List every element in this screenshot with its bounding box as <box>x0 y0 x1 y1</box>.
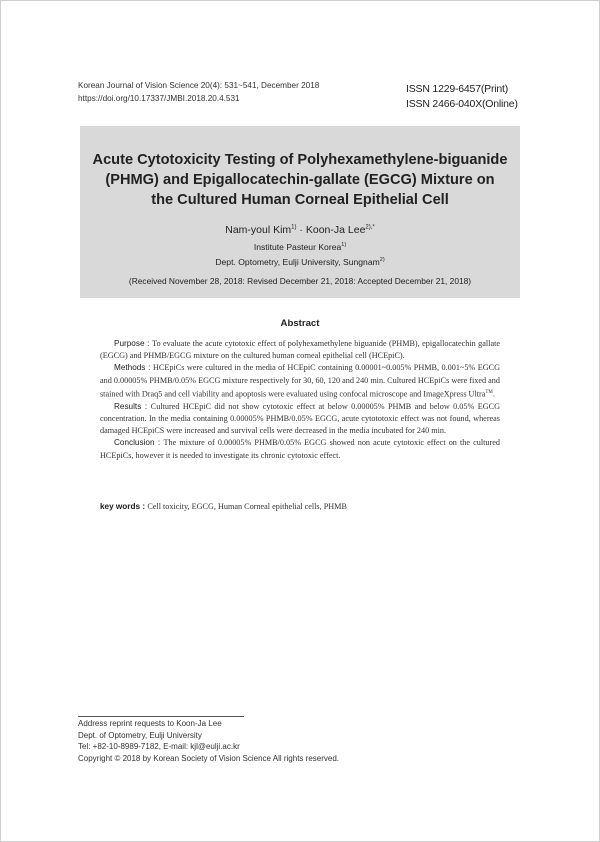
abstract-purpose <box>100 338 500 362</box>
trademark-mark: TM <box>485 389 493 395</box>
abstract-results <box>100 401 500 438</box>
issn-block <box>406 82 518 112</box>
author-name: Koon-Ja Lee <box>305 224 366 236</box>
methods-label: Methods : <box>114 363 154 373</box>
title-line: Acute Cytotoxicity Testing of Polyhexamethylene-biguanide <box>92 152 508 168</box>
footnote-line: Copyright © 2018 by Korean Society of Vision Science All rights reserved. <box>78 754 339 764</box>
abstract-methods <box>100 362 500 400</box>
keywords-label: key words : <box>100 502 148 511</box>
affiliation-name: Dept. Optometry, Eulji University, Sungnam <box>215 257 380 267</box>
footnotes <box>78 718 339 765</box>
conclusion-text: The mixture of 0.00005% PHMB/0.05% EGCG showed non acute cytotoxic effect on the cultured HCEpiCs, however it is needed to investigate its chronic cytotoxic effect. <box>100 438 500 460</box>
results-text: Cultured HCEpiC did not show cytotoxic effect at below 0.00005% PHMB and below 0.05% EGCG concentration. In the media containing 0.00005% PHMB/0.05% EGCG, acute cytototoxic effect was not found, whereas damaged HCEpiCS were increased and survival cells were decreased in the media incubated for 240 min. <box>100 401 500 436</box>
affiliation-mark: 2) <box>379 257 385 264</box>
author-list <box>80 224 520 236</box>
author-name: Nam-youl Kim <box>225 224 292 236</box>
issn-print: ISSN 1229-6457(Print) <box>406 83 509 95</box>
methods-text: HCEpiCs were cultured in the media of HCEpiC containing 0.00001~0.005% PHMB, 0.001~5% EGCG and 0.00005% PHMB/0.05% EGCG mixture respectively for 30, 60, 120 and 240 min. Cultured HCEpiCs were fixed and stained with Draq5 and cell viability and apoptosis were evaluated using confocal microscope and ImageXpress Ultra <box>100 363 500 399</box>
results-label: Results : <box>114 401 151 411</box>
issn-online: ISSN 2466-040X(Online) <box>406 98 518 110</box>
journal-citation: Korean Journal of Vision Science 20(4): 531~541, December 2018 <box>78 81 320 90</box>
journal-info <box>78 80 319 105</box>
footnote-line: Dept. of Optometry, Eulji University <box>78 730 202 740</box>
keywords-text: Cell toxicity, EGCG, Human Corneal epithelial cells, PHMB <box>147 502 347 511</box>
conclusion-label: Conclusion : <box>114 438 164 448</box>
purpose-text: To evaluate the acute cytotoxic effect of polyhexamethylene biguanide (PHMB), epigallocatechin gallate (EGCG) and PHMB/EGCG mixture on the cultured human corneal epithelial cell (HCEpiC). <box>100 339 500 361</box>
footnote-line: Tel: +82-10-8989-7182, E-mail: kjl@eulji.ac.kr <box>78 742 240 752</box>
title-box <box>80 126 520 298</box>
keywords <box>100 502 500 511</box>
footnote-line: Address reprint requests to Koon-Ja Lee <box>78 719 222 728</box>
affiliation <box>80 257 520 267</box>
abstract-body <box>100 338 500 462</box>
affiliation <box>80 242 520 252</box>
title-line: (PHMG) and Epigallocatechin-gallate (EGCG) Mixture on <box>105 172 495 188</box>
author-affil-mark: 1) <box>291 224 297 231</box>
journal-doi[interactable]: https://doi.org/10.17337/JMBI.2018.20.4.531 <box>78 93 240 103</box>
purpose-label: Purpose : <box>114 339 153 348</box>
author-affil-mark: 2),* <box>365 224 375 231</box>
title-line: the Cultured Human Corneal Epithelial Cell <box>151 192 449 208</box>
author-separator: · <box>296 224 306 236</box>
received-dates: (Received November 28, 2018: Revised December 21, 2018: Accepted December 21, 2018) <box>128 276 472 286</box>
abstract-heading: Abstract <box>280 318 320 329</box>
methods-end: . <box>492 389 495 399</box>
paper-title <box>80 150 520 210</box>
affiliation-name: Institute Pasteur Korea <box>253 242 342 252</box>
abstract-conclusion <box>100 437 500 461</box>
affiliation-mark: 1) <box>341 242 347 249</box>
footnote-divider <box>78 716 244 717</box>
